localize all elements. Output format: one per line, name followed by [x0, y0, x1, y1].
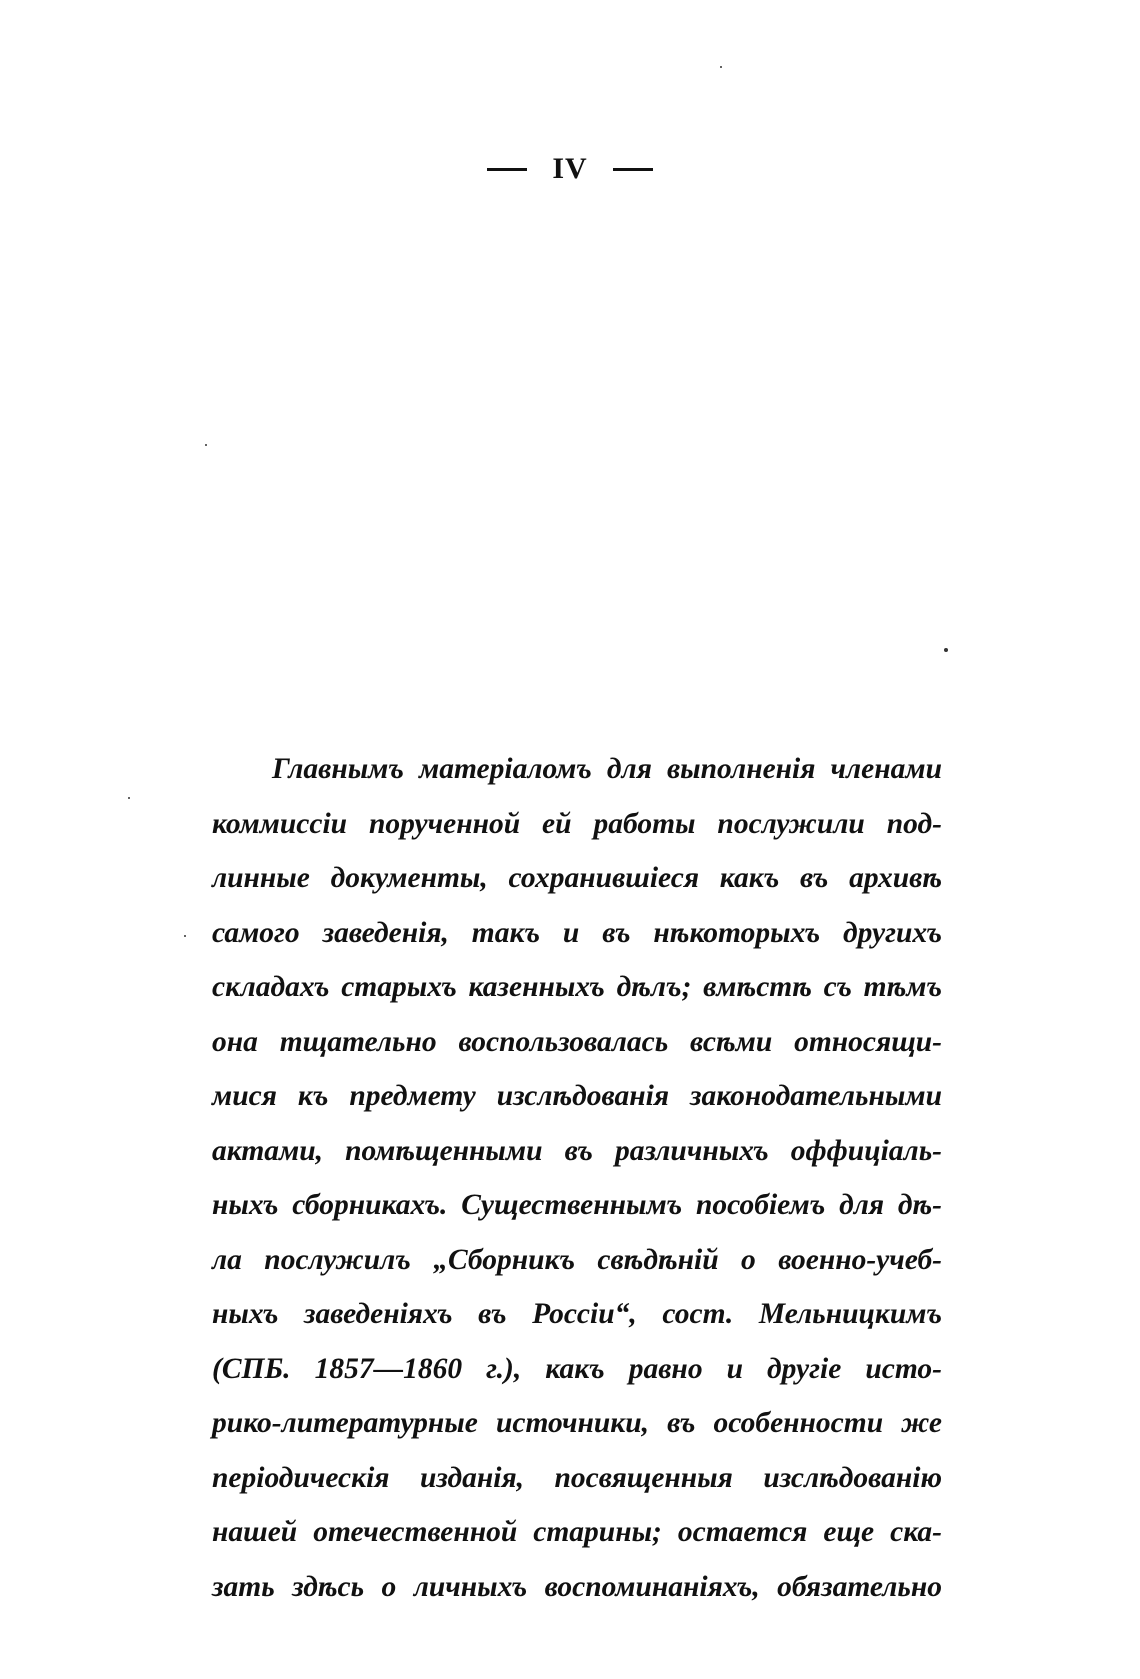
paragraph-line: періодическія изданія, посвященныя изслѣдованію	[212, 1461, 942, 1494]
scan-speck	[720, 66, 722, 68]
paragraph-line: ныхъ сборникахъ. Существеннымъ пособіемъ для дѣ-	[212, 1189, 942, 1221]
paragraph-line: складахъ старыхъ казенныхъ дѣлъ; вмѣстѣ съ тѣмъ	[212, 971, 942, 1003]
page-header	[0, 150, 1140, 186]
page-number: IV	[552, 152, 588, 185]
paragraph-line: рико-литературные источники, въ особенности же	[212, 1407, 942, 1439]
paragraph-line: она тщательно воспользовалась всѣми относящи-	[212, 1025, 942, 1058]
scan-speck	[184, 935, 186, 937]
paragraph-line: коммиссіи порученной ей работы послужили под-	[212, 807, 942, 840]
paragraph-line: Главнымъ матеріаломъ для выполненія членами	[272, 753, 942, 785]
paragraph-line: зать здѣсь о личныхъ воспоминаніяхъ, обязательно	[212, 1570, 942, 1603]
paragraph-line: ныхъ заведеніяхъ въ Россіи“, сост. Мельницкимъ	[212, 1298, 942, 1330]
paragraph-line: мися къ предмету изслѣдованія законодательными	[212, 1080, 942, 1112]
paragraph-line: актами, помѣщенными въ различныхъ оффиціаль-	[212, 1134, 942, 1167]
paragraph-line: самого заведенія, такъ и въ нѣкоторыхъ другихъ	[212, 916, 942, 949]
paragraph-line: нашей отечественной старины; остается еще ска-	[212, 1516, 942, 1548]
paragraph-line: (СПБ. 1857—1860 г.), какъ равно и другіе исто-	[212, 1352, 942, 1385]
body-paragraph	[212, 742, 942, 1614]
paragraph-line: линные документы, сохранившіеся какъ въ архивѣ	[212, 862, 942, 894]
scan-speck	[128, 797, 130, 799]
header-dash-left	[487, 168, 527, 171]
header-dash-right	[613, 168, 653, 171]
scan-speck	[205, 444, 207, 446]
paragraph-line: ла послужилъ „Сборникъ свѣдѣній о военно-учеб-	[212, 1243, 942, 1276]
scan-speck	[944, 648, 948, 652]
